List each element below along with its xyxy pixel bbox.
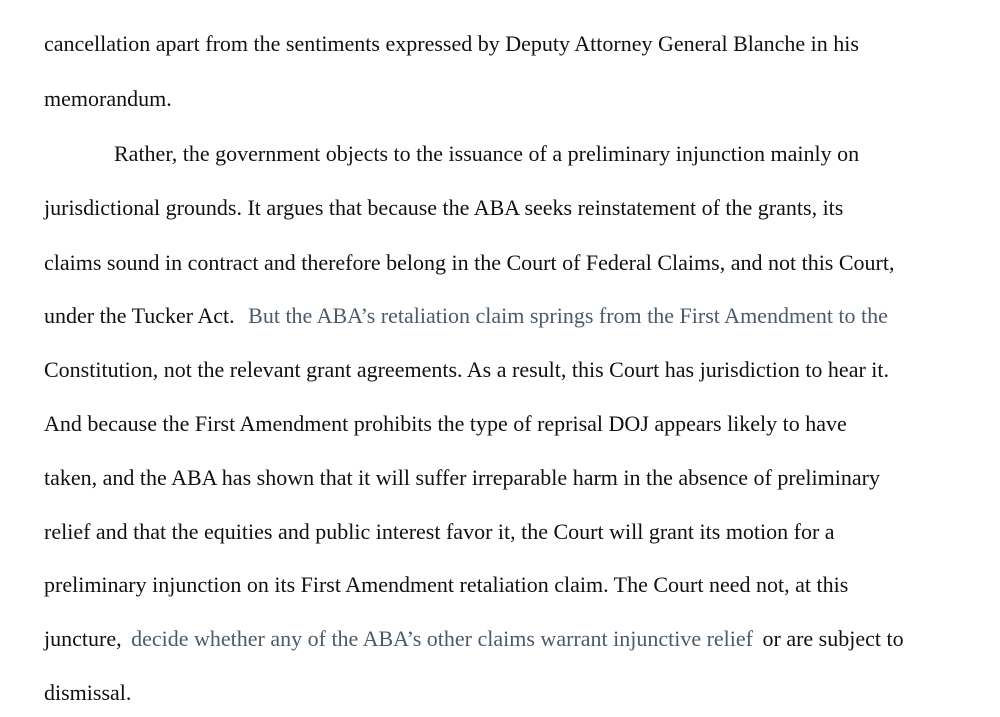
text-line-11: preliminary injunction on its First Amendment retaliation claim. The Court need not, at this xyxy=(44,572,849,597)
line-6-part-1: under the Tucker Act. xyxy=(44,303,235,328)
text-line-6 xyxy=(44,303,888,329)
text-line-13: dismissal. xyxy=(44,680,132,705)
text-line-2: memorandum. xyxy=(44,86,172,111)
text-line-4: jurisdictional grounds. It argues that because the ABA seeks reinstatement of the grants, its xyxy=(44,195,844,220)
line-12-part-1: juncture, xyxy=(44,626,122,651)
line-12-part-2: decide whether any of the ABA’s other claims warrant injunctive relief xyxy=(131,626,753,651)
text-line-1: cancellation apart from the sentiments expressed by Deputy Attorney General Blanche in his xyxy=(44,31,859,56)
line-6-part-2: But the ABA’s retaliation claim springs from the First Amendment to the xyxy=(248,303,888,328)
text-line-12 xyxy=(44,626,904,652)
text-line-3: Rather, the government objects to the issuance of a preliminary injunction mainly on xyxy=(114,141,860,166)
text-line-8: And because the First Amendment prohibits the type of reprisal DOJ appears likely to have xyxy=(44,411,847,436)
text-line-5: claims sound in contract and therefore belong in the Court of Federal Claims, and not this Court, xyxy=(44,250,895,275)
text-line-9: taken, and the ABA has shown that it will suffer irreparable harm in the absence of preliminary xyxy=(44,465,880,490)
line-12-part-3: or are subject to xyxy=(762,626,904,651)
text-line-7: Constitution, not the relevant grant agreements. As a result, this Court has jurisdiction to hear it. xyxy=(44,357,890,382)
text-line-10: relief and that the equities and public interest favor it, the Court will grant its motion for a xyxy=(44,519,835,544)
